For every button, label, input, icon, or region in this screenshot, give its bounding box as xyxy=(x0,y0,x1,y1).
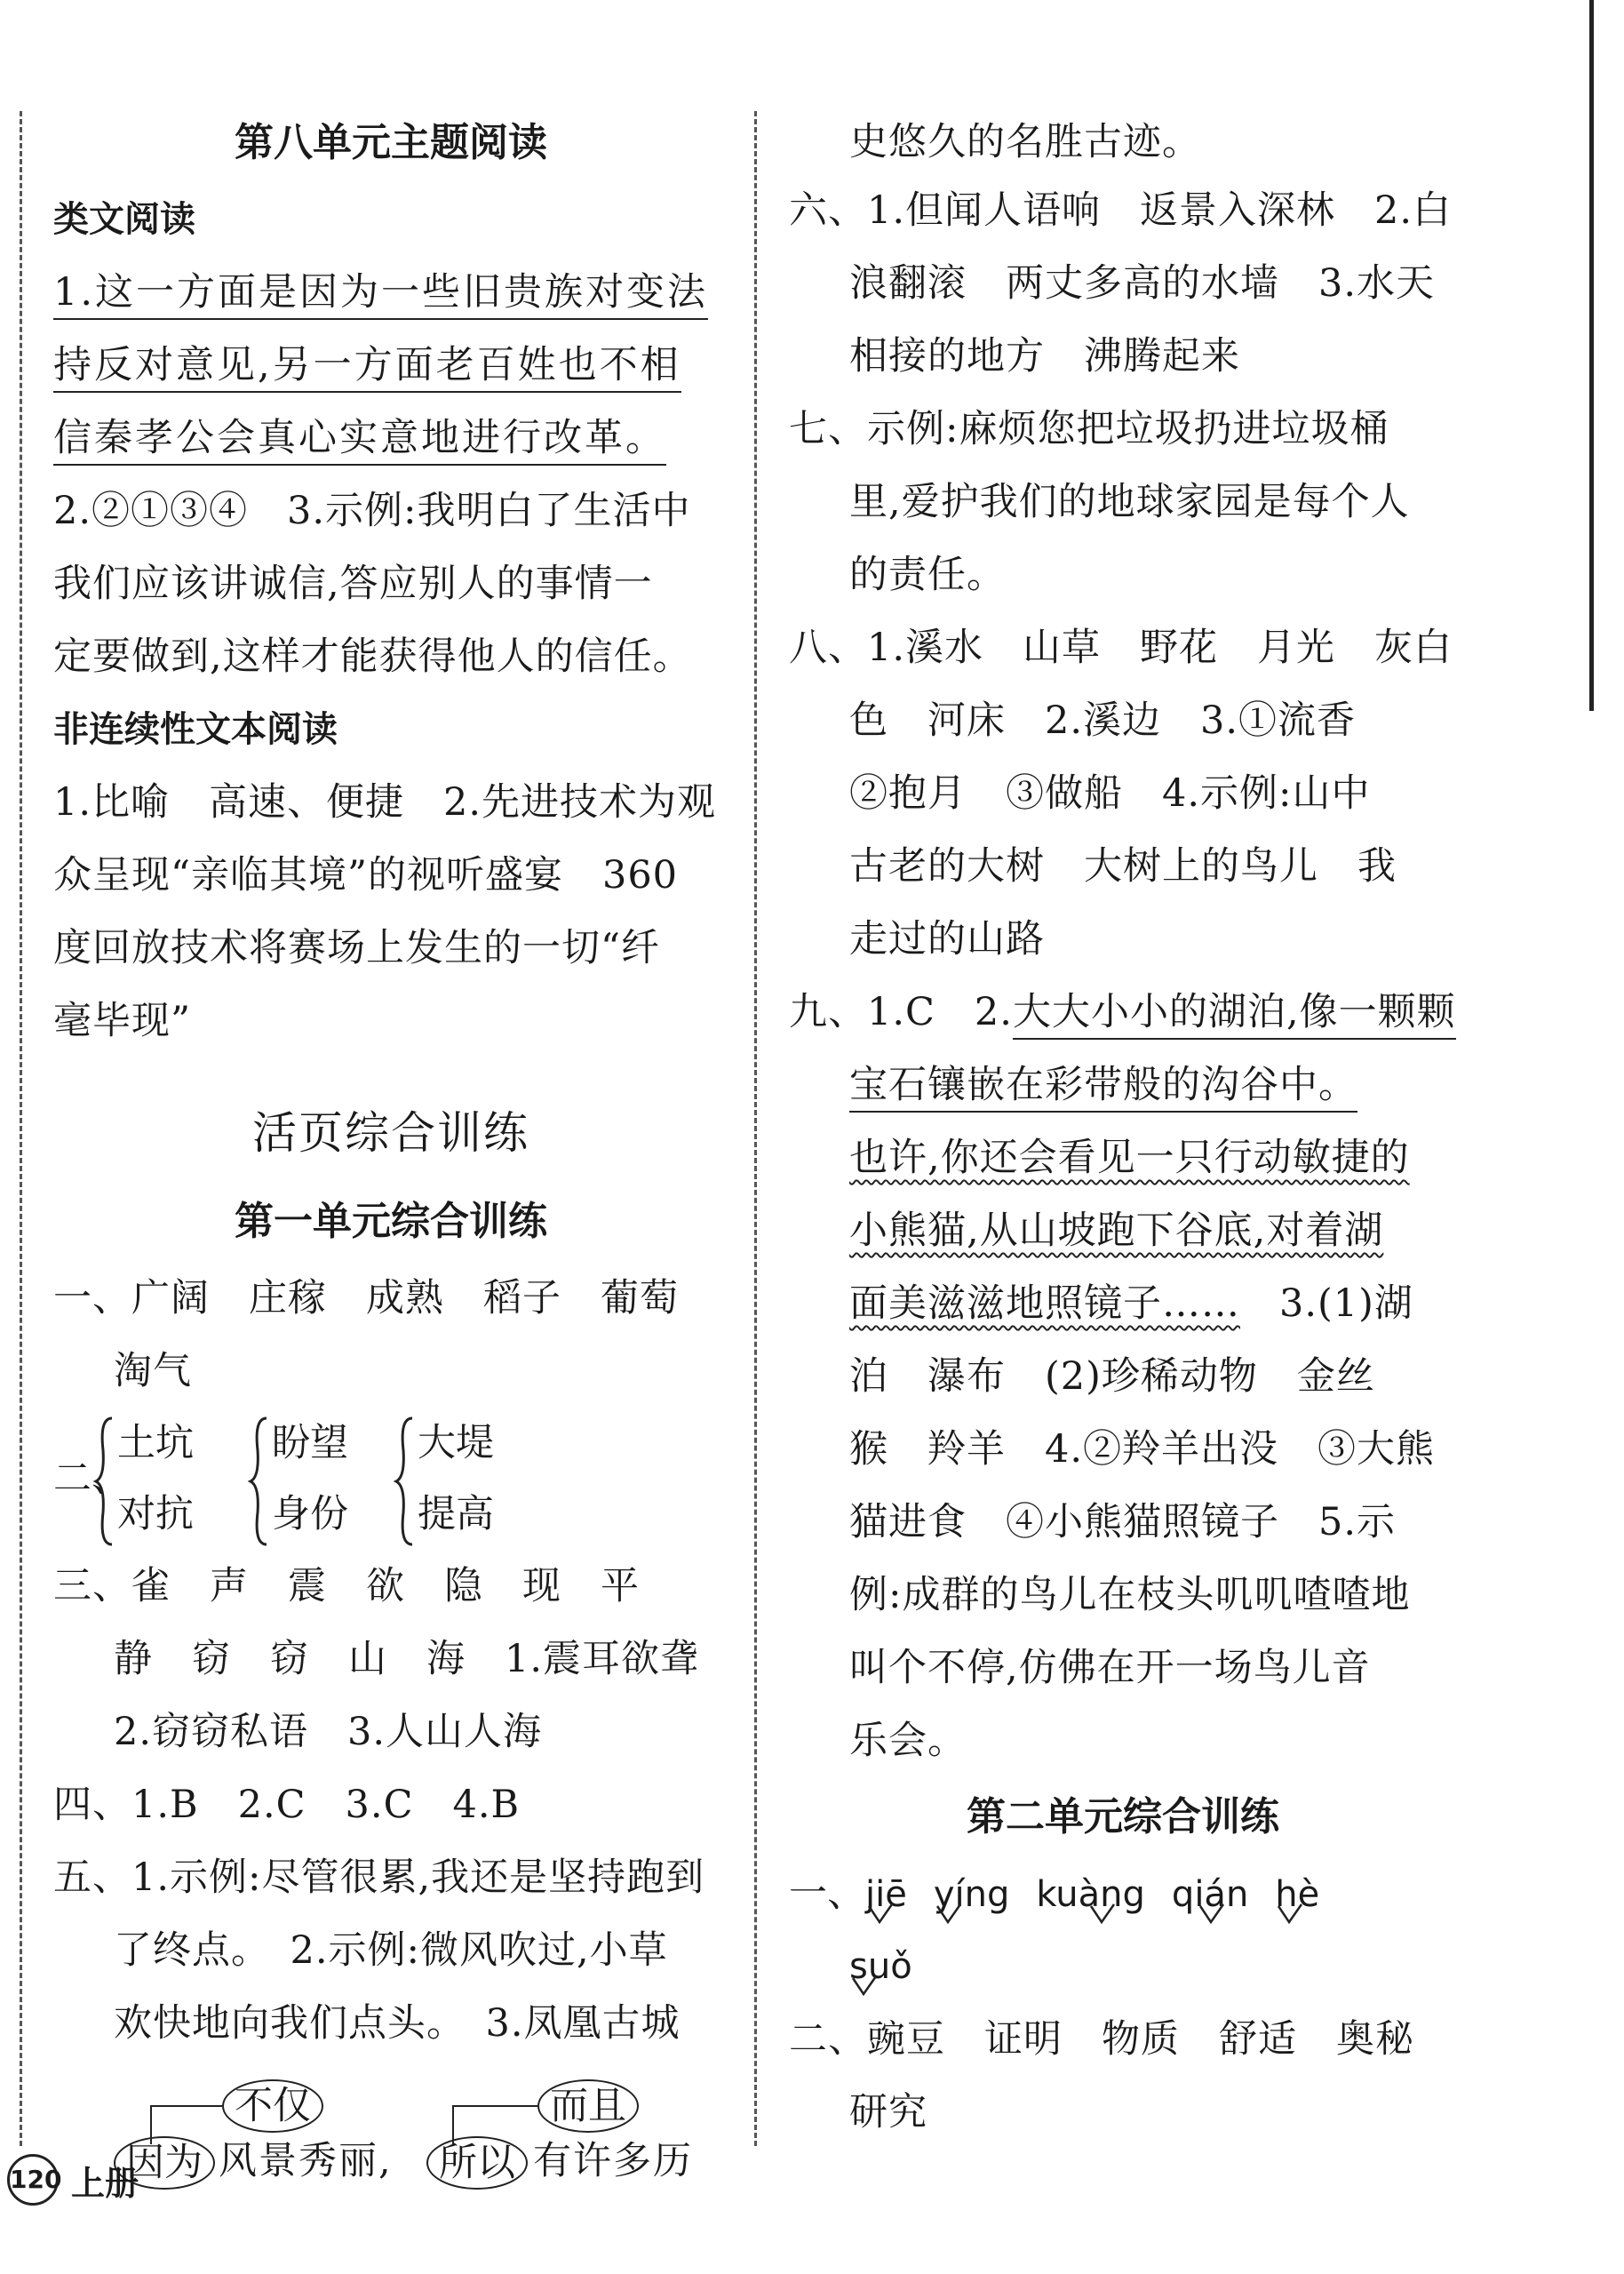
circled-word: 而且 xyxy=(537,2079,639,2133)
answer-line: 浪翻滚 两丈多高的水墙 3.水天 xyxy=(849,261,1436,306)
answer-line: 史悠久的名胜古迹。 xyxy=(849,120,1201,164)
pinyin-answer: kuàng xyxy=(1036,1858,1145,1931)
word-group: 盼望 身份 xyxy=(272,1421,348,1536)
pinyin-row xyxy=(789,1857,1457,1930)
answer-line: 四、1.B 2.C 3.C 4.B xyxy=(53,1783,521,1827)
check-mark-icon xyxy=(1277,1903,1303,1926)
check-mark-icon xyxy=(867,1903,894,1926)
answer-line: 欢快地向我们点头。 3.凤凰古城 xyxy=(114,2001,681,2046)
answer-text: 有许多历 xyxy=(533,2139,693,2183)
q2-label: 二、 xyxy=(53,1456,130,1501)
answer-line: 众呈现“亲临其境”的视听盛宴 360 xyxy=(53,853,679,898)
check-mark-icon xyxy=(1089,1903,1116,1926)
answer-line: 了终点。 2.示例:微风吹过,小草 xyxy=(114,1928,668,1973)
answer-line: 2.②①③④ 3.示例:我明白了生活中 xyxy=(53,489,691,533)
answer-line: ②抱月 ③做船 4.示例:山中 xyxy=(849,771,1371,816)
answer-line: 度回放技术将赛场上发生的一切“纤 xyxy=(53,926,660,970)
check-mark-icon xyxy=(851,1975,878,1998)
answer-line: 1.比喻 高速、便捷 2.先进技术为观 xyxy=(53,780,717,825)
answer-line: 三、雀 声 震 欲 隐 现 平 xyxy=(53,1564,640,1608)
answer-line: 静 窃 窃 山 海 1.震耳欲聋 xyxy=(114,1637,700,1681)
pinyin-answer: suǒ xyxy=(849,1930,912,2003)
brace-icon xyxy=(247,1415,274,1548)
answer-line: 小熊猫,从山坡跑下谷底,对着湖 xyxy=(849,1209,1384,1253)
answer-line: 古老的大树 大树上的鸟儿 我 xyxy=(849,844,1397,889)
q1-label: 一、 xyxy=(789,1871,865,1916)
answer-line: 宝石镶嵌在彩带般的沟谷中。 xyxy=(789,1049,1457,1121)
answer-line: 信秦孝公会真心实意地进行改革。 xyxy=(53,402,728,475)
answer-line: 毫毕现” xyxy=(53,999,191,1043)
column-divider xyxy=(754,111,757,2146)
answer-line: 我们应该讲诚信,答应别人的事情一 xyxy=(53,562,653,606)
conjunction-diagram xyxy=(53,2060,728,2193)
answer-line: 走过的山路 xyxy=(849,917,1045,961)
left-column xyxy=(53,103,728,2193)
unit2-title: 第二单元综合训练 xyxy=(967,1794,1279,1839)
pinyin-row xyxy=(789,1930,1457,2003)
answer-line: 里,爱护我们的地球家园是每个人 xyxy=(849,480,1410,524)
answer-line: 例:成群的鸟儿在枝头叽叽喳喳地 xyxy=(849,1573,1411,1617)
answer-line: 色 河床 2.溪边 3.①流香 xyxy=(849,698,1357,743)
circled-word: 所以 xyxy=(426,2136,528,2190)
answer-line: 研究 xyxy=(849,2090,927,2134)
right-column xyxy=(789,103,1457,2149)
answer-line: 持反对意见,另一方面老百姓也不相 xyxy=(53,329,728,402)
left-cut-line xyxy=(20,111,22,2146)
pinyin-answer: qián xyxy=(1172,1858,1248,1931)
check-mark-icon xyxy=(935,1903,962,1926)
answer-line: 淘气 xyxy=(114,1349,192,1393)
brace-icon xyxy=(92,1415,119,1548)
page-footer xyxy=(7,2154,139,2206)
pinyin-answer: hè xyxy=(1275,1858,1319,1931)
binding-edge xyxy=(1589,0,1594,711)
section-title: 第八单元主题阅读 xyxy=(235,120,547,165)
answer-line: 的责任。 xyxy=(849,553,1006,597)
answer-line: 九、1.C 2.大大小小的湖泊,像一颗颗 xyxy=(789,976,1457,1049)
pinyin-answer: jiē xyxy=(865,1858,907,1931)
answer-line: 2.窃窃私语 3.人山人海 xyxy=(114,1710,543,1754)
answer-line: 五、1.示例:尽管很累,我还是坚持跑到 xyxy=(53,1855,705,1900)
answer-line: 一、广阔 庄稼 成熟 稻子 葡萄 xyxy=(53,1276,679,1321)
answer-line: 也许,你还会看见一只行动敏捷的 xyxy=(849,1136,1410,1180)
word-group: 大堤 提高 xyxy=(418,1421,494,1536)
answer-line: 八、1.溪水 山草 野花 月光 灰白 xyxy=(789,626,1453,670)
answer-line: 叫个不停,仿佛在开一场鸟儿音 xyxy=(849,1646,1371,1690)
word-group: 土坑 对抗 xyxy=(117,1421,194,1536)
subheading-nonlinear-reading: 非连续性文本阅读 xyxy=(53,709,338,750)
circled-word: 不仅 xyxy=(222,2079,323,2133)
answer-line: 六、1.但闻人语响 返景入深林 2.白 xyxy=(789,188,1453,233)
answer-line: 七、示例:麻烦您把垃圾扔进垃圾桶 xyxy=(789,407,1389,451)
answer-text: 风景秀丽, xyxy=(219,2139,393,2183)
subheading-similar-reading: 类文阅读 xyxy=(53,199,195,240)
answer-line: 二、豌豆 证明 物质 舒适 奥秘 xyxy=(789,2017,1414,2062)
brace-groups xyxy=(53,1408,728,1550)
worksheet-title: 活页综合训练 xyxy=(252,1107,529,1159)
answer-line: 泊 瀑布 (2)珍稀动物 金丝 xyxy=(849,1354,1375,1399)
answer-line: 相接的地方 沸腾起来 xyxy=(849,334,1240,379)
circled-word: 因为 xyxy=(114,2136,215,2190)
answer-line: 猫进食 ④小熊猫照镜子 5.示 xyxy=(849,1500,1397,1544)
answer-line: 1.这一方面是因为一些旧贵族对变法 xyxy=(53,256,728,329)
page-number: 120 xyxy=(7,2154,59,2206)
brace-icon xyxy=(393,1415,419,1548)
pinyin-answer: yíng xyxy=(934,1858,1010,1931)
volume-label: 上册 xyxy=(71,2163,139,2203)
answer-line: 乐会。 xyxy=(849,1719,967,1763)
answer-line: 猴 羚羊 4.②羚羊出没 ③大熊 xyxy=(849,1427,1436,1472)
answer-line: 定要做到,这样才能获得他人的信任。 xyxy=(53,634,692,679)
unit1-title: 第一单元综合训练 xyxy=(235,1199,547,1244)
answer-line: 面美滋滋地照镜子…… 3.(1)湖 xyxy=(849,1281,1413,1326)
check-mark-icon xyxy=(1198,1903,1225,1926)
